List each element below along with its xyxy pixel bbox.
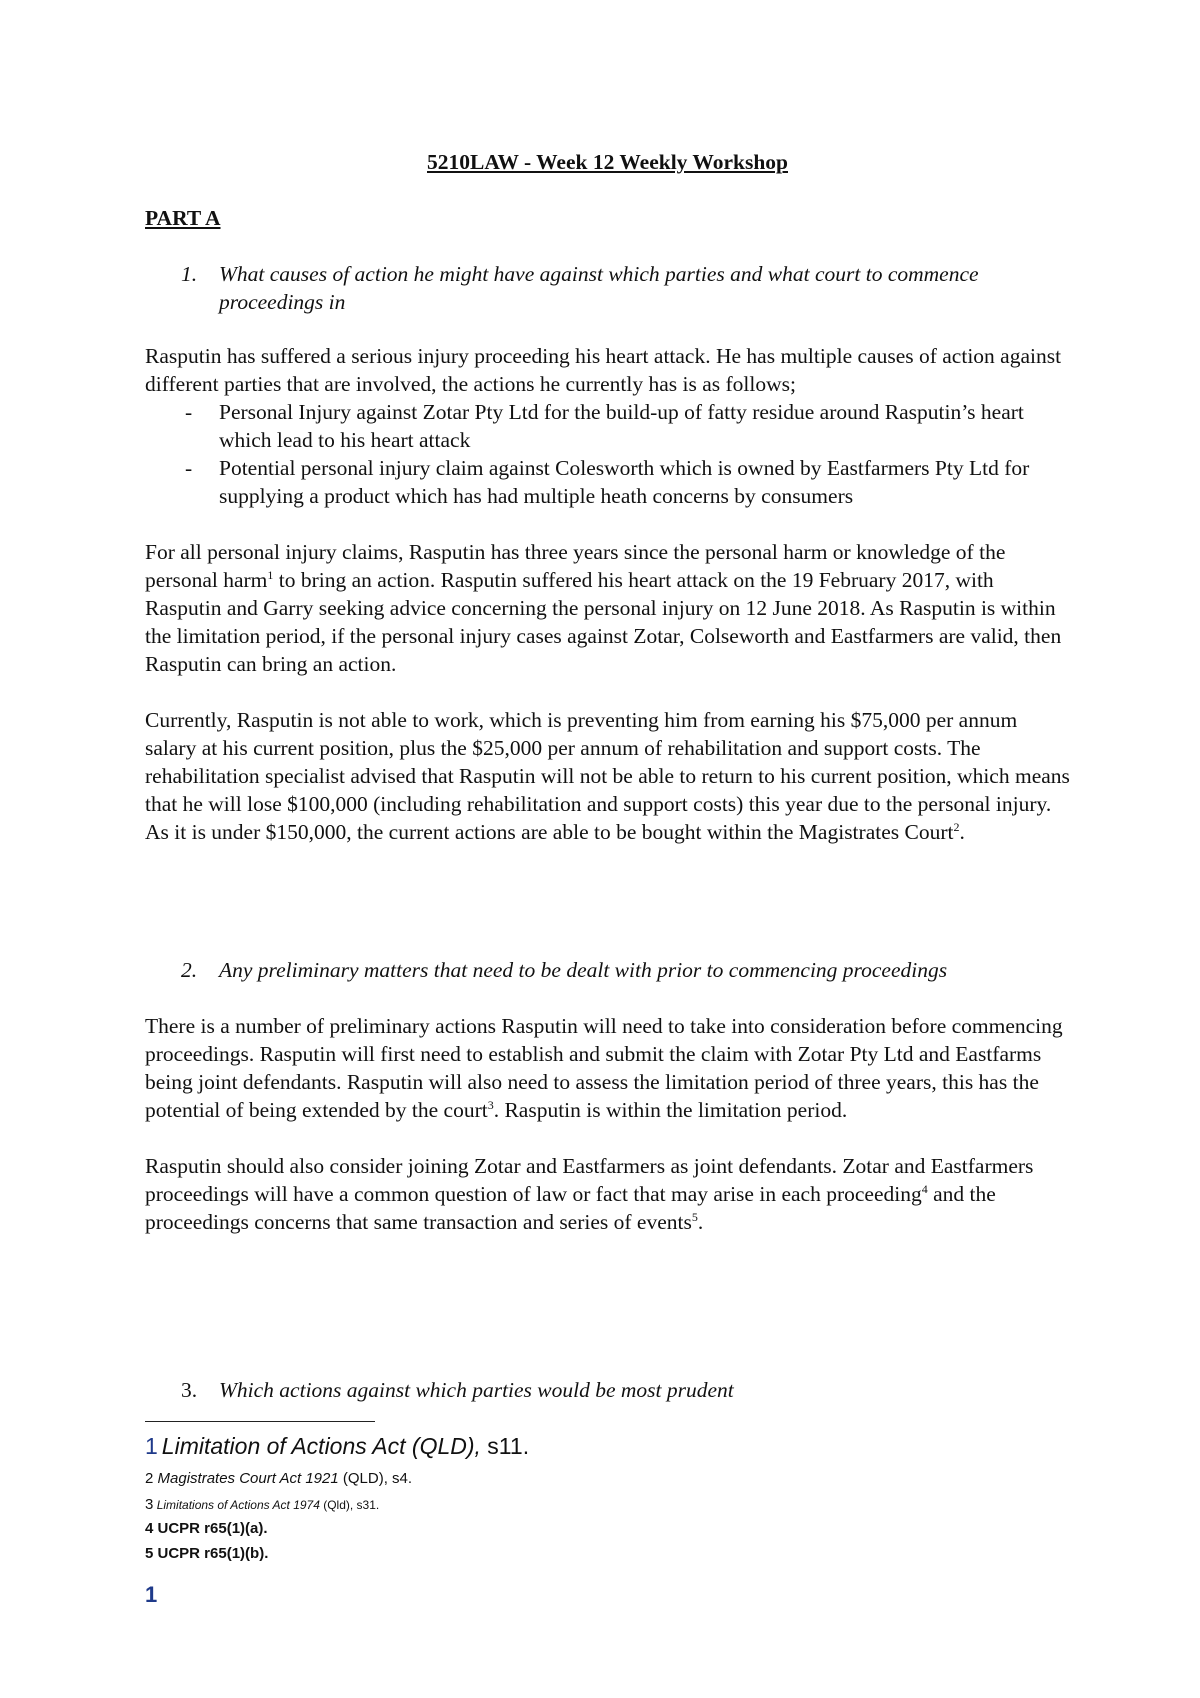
- question-2-number: 2.: [181, 958, 198, 982]
- part-heading: PART A: [145, 206, 221, 230]
- page-number: 1: [145, 1582, 158, 1607]
- footnote-1-title: Limitation of Actions Act (QLD),: [161, 1433, 481, 1459]
- question-2-text: Any preliminary matters that need to be dealt with prior to commencing proceedings: [219, 958, 948, 982]
- list-dash: -: [185, 456, 193, 480]
- paragraph-5-text-c: .: [697, 1210, 704, 1234]
- list-item: [145, 398, 1070, 454]
- paragraph-3-text-b: .: [959, 820, 965, 844]
- footnote-3-number: 3: [145, 1496, 154, 1513]
- paragraph-3-text-a: Currently, Rasputin is not able to work, which is preventing him from earning his $75,000 per annum salary at his current position, plus the $25,000 per annum of rehabilitation and support costs. The rehabilitation specialist advised that Rasputin will not be able to return to his current position, which means that he will lose $100,000 (including rehabilitation and support costs) this year due to the personal injury. As it is under $150,000, the current actions are able to be bought within the Magistrates Court: [145, 708, 1070, 844]
- paragraph-3: [145, 706, 1070, 846]
- question-1-text: What causes of action he might have against which parties and what court to commence proceedings in: [219, 262, 979, 314]
- footnote-1-number: 1: [145, 1433, 158, 1459]
- paragraph-2: [145, 538, 1070, 678]
- paragraph-4: [145, 1012, 1070, 1124]
- list-item: [145, 454, 1070, 510]
- footnote-4-number: 4: [145, 1520, 154, 1537]
- paragraph-1: Rasputin has suffered a serious injury proceeding his heart attack. He has multiple causes of action against different parties that are involved, the actions he currently has is as follows;: [145, 344, 1062, 396]
- footnote-ref-1: 1: [267, 567, 274, 582]
- question-3: [145, 1376, 1070, 1404]
- footnote-ref-3: 3: [487, 1097, 494, 1112]
- footnote-4-text: UCPR r65(1)(a).: [157, 1520, 268, 1537]
- footnote-2-number: 2: [145, 1470, 154, 1487]
- footnote-4: [145, 1520, 268, 1537]
- paragraph-4-text-a: There is a number of preliminary actions Rasputin will need to take into consideration before commencing proceedings. Rasputin will first need to establish and submit the claim with Zotar Pty Ltd and Eastfarms being joint defendants. Rasputin will also need to assess the limitation period of three years, this has the potential of being extended by the court: [145, 1014, 1063, 1122]
- footnote-ref-2: 2: [953, 819, 960, 834]
- footnote-2-rest: (QLD), s4.: [338, 1470, 413, 1487]
- footnote-3-title: Limitations of Actions Act 1974: [156, 1498, 320, 1512]
- footnote-5-number: 5: [145, 1545, 154, 1562]
- list-item-text: Personal Injury against Zotar Pty Ltd for the build-up of fatty residue around Rasputin’s heart which lead to his heart attack: [219, 400, 1024, 452]
- footnote-ref-5: 5: [691, 1209, 698, 1224]
- footnote-1: [145, 1433, 529, 1460]
- question-3-text: Which actions against which parties would be most prudent: [219, 1378, 734, 1402]
- footnote-2-title: Magistrates Court Act 1921: [157, 1470, 339, 1487]
- paragraph-2-text-a: For all personal injury claims, Rasputin has three years since the personal harm or knowledge of the personal harm: [145, 540, 1006, 592]
- question-1: [145, 260, 1070, 316]
- footnote-5-text: UCPR r65(1)(b).: [157, 1545, 269, 1562]
- footnote-1-rest: s11.: [480, 1433, 530, 1459]
- paragraph-5: [145, 1152, 1070, 1236]
- paragraph-5-text-b: and the proceedings concerns that same transaction and series of events: [145, 1182, 996, 1234]
- question-1-number: 1.: [181, 262, 198, 286]
- footnote-5: [145, 1545, 268, 1562]
- paragraph-2-text-b: to bring an action. Rasputin suffered his heart attack on the 19 February 2017, with Rasputin and Garry seeking advice concerning the personal injury on 12 June 2018. As Rasputin is within the limitation period, if the personal injury cases against Zotar, Colseworth and Eastfarmers are valid, then Rasputin can bring an action.: [145, 568, 1062, 676]
- document-title: 5210LAW - Week 12 Weekly Workshop: [427, 150, 788, 174]
- list-item-text: Potential personal injury claim against Colesworth which is owned by Eastfarmers Pty Ltd for supplying a product which has had multiple heath concerns by consumers: [219, 456, 1030, 508]
- question-3-number: 3.: [181, 1378, 198, 1402]
- paragraph-4-text-b: . Rasputin is within the limitation period.: [493, 1098, 848, 1122]
- footnote-2: [145, 1470, 412, 1487]
- footnote-3: [145, 1496, 379, 1513]
- footnote-3-rest: (Qld), s31.: [319, 1498, 380, 1512]
- paragraph-5-text-a: Rasputin should also consider joining Zotar and Eastfarmers as joint defendants. Zotar and Eastfarmers proceedings will have a common question of law or fact that may arise in each proceeding: [145, 1154, 1034, 1206]
- list-dash: -: [185, 400, 193, 424]
- footnote-separator: [145, 1421, 375, 1422]
- footnote-ref-4: 4: [921, 1181, 928, 1196]
- question-2: [145, 956, 1070, 984]
